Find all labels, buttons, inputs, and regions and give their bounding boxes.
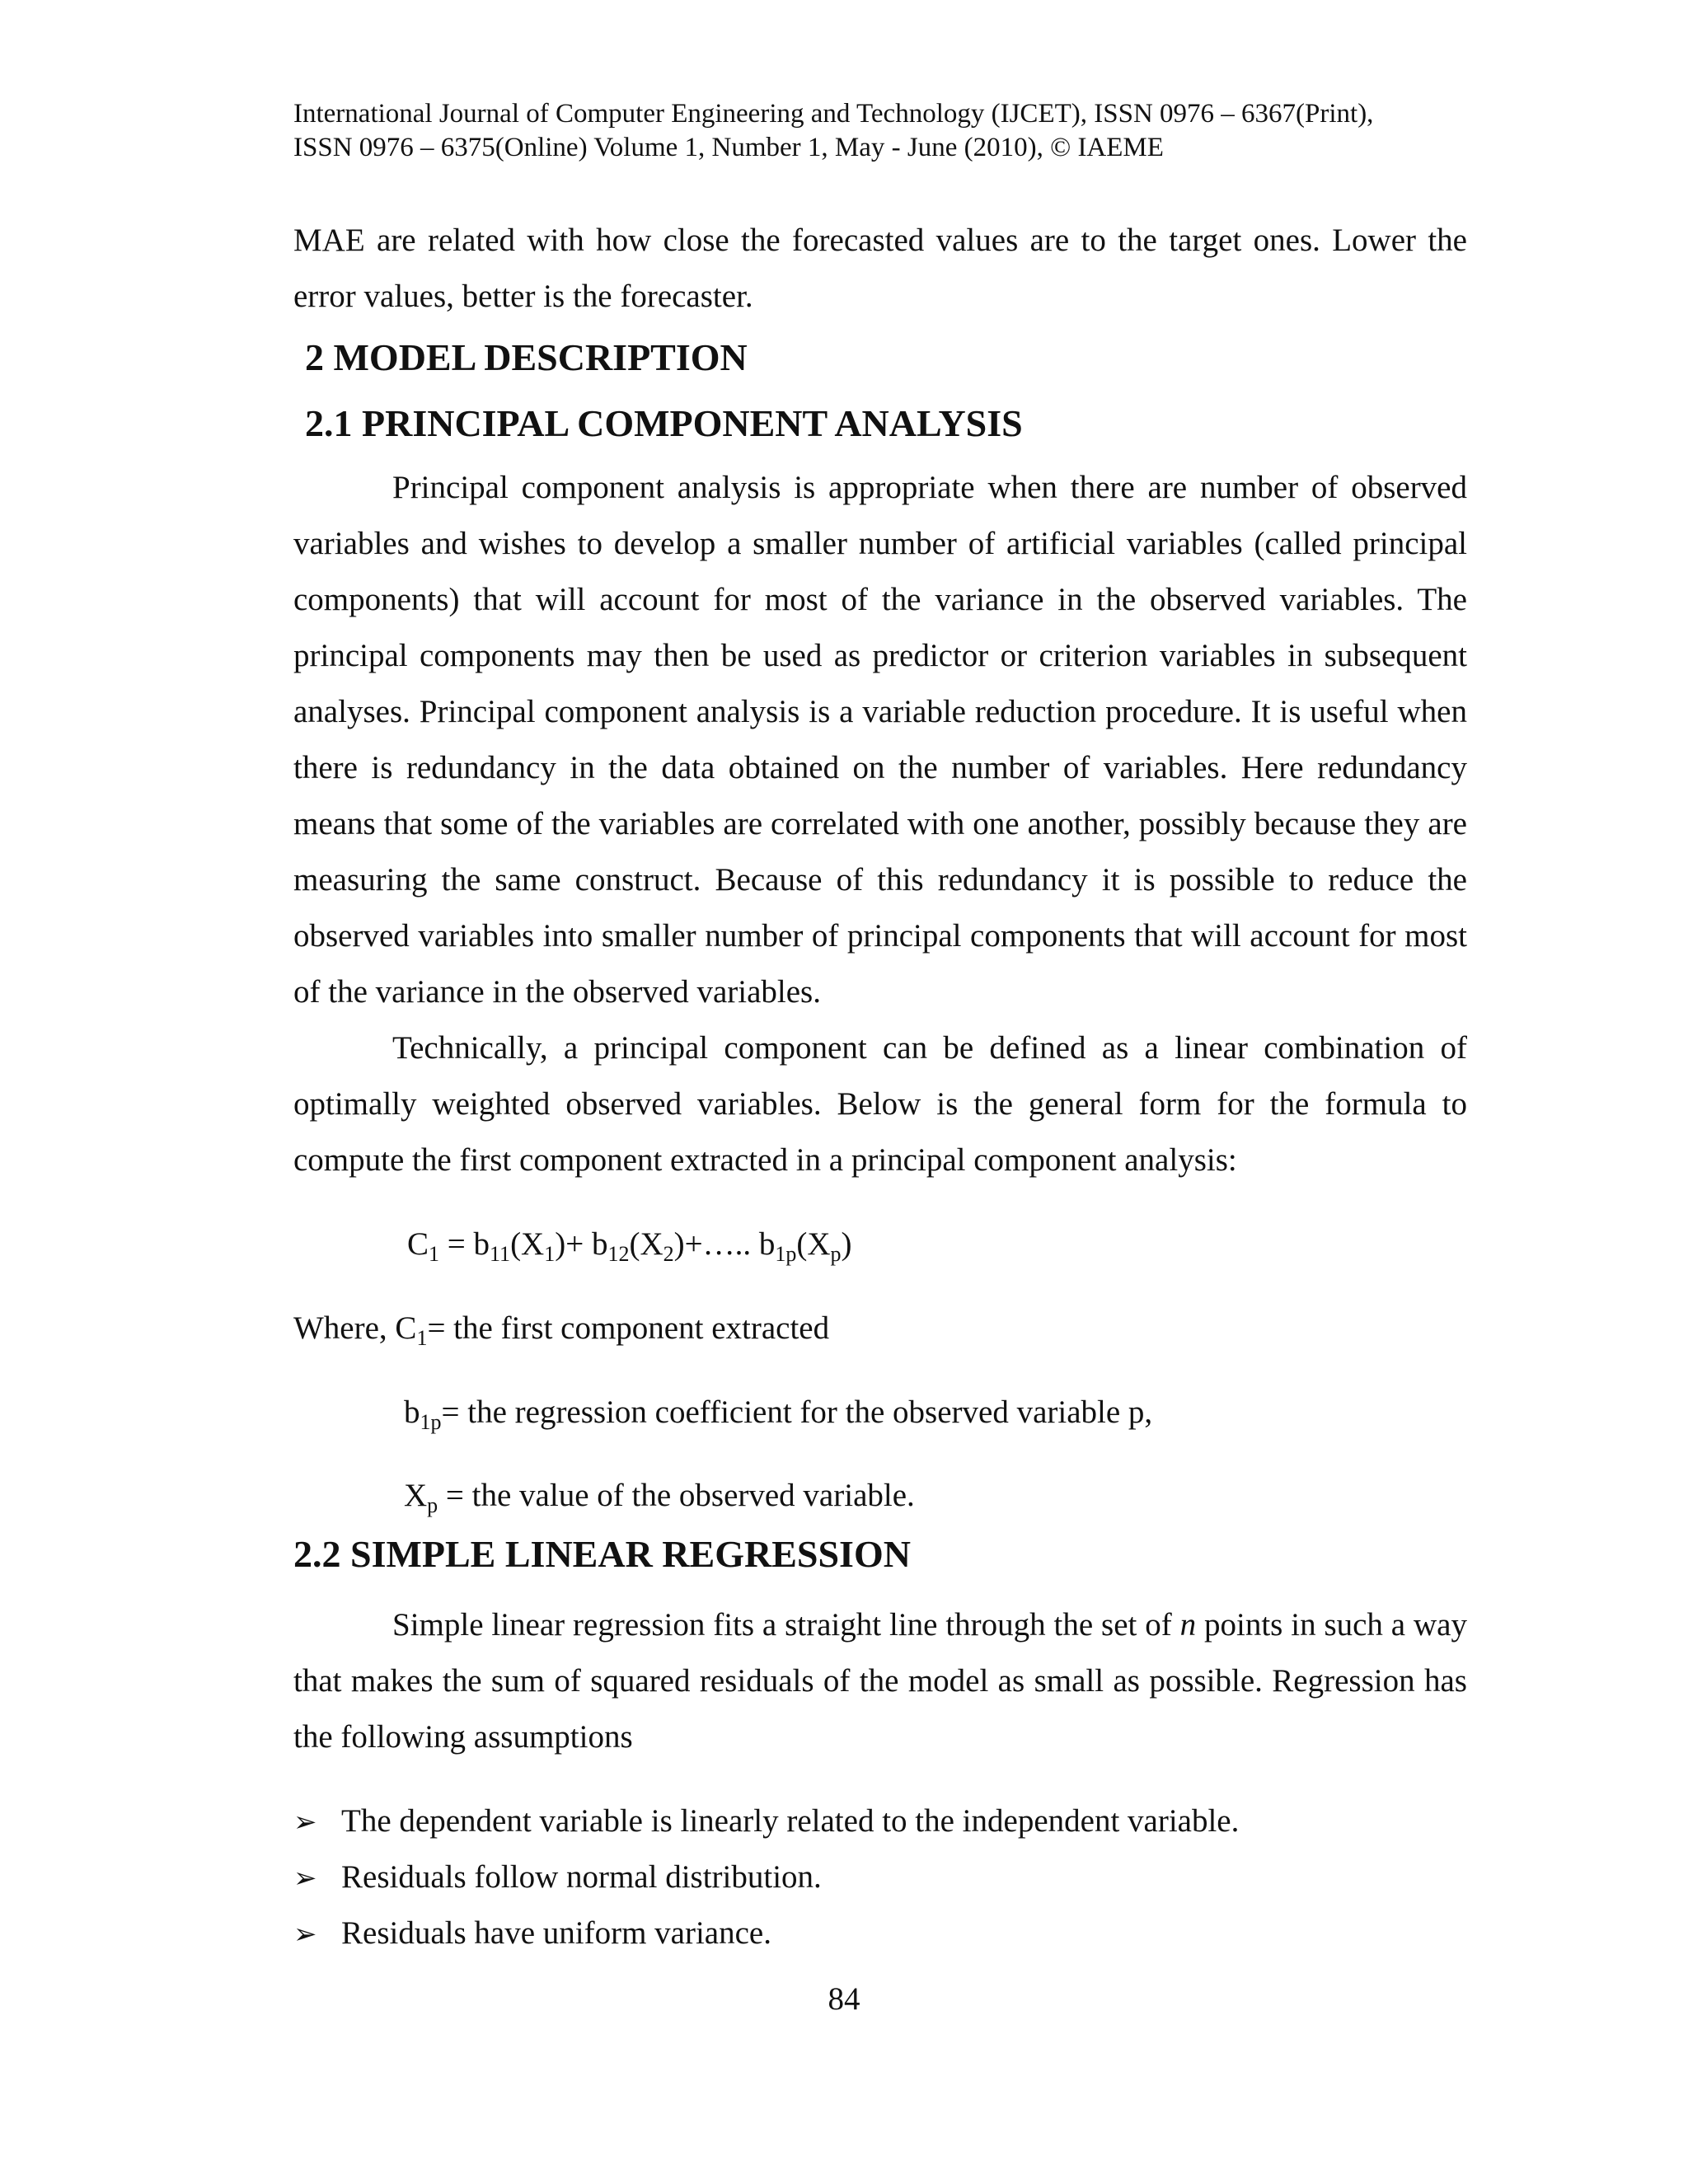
formula-c: C [407,1226,429,1262]
formula-x1-subscript: 1 [544,1242,556,1266]
formula-b12-subscript: 12 [607,1242,630,1266]
formula-equals-b: = b [439,1226,490,1262]
pca-formula [407,1225,852,1264]
formula-b1p-subscript: 1p [775,1242,797,1266]
where-x-letter: X [404,1478,428,1513]
where-b-letter: b [404,1394,420,1430]
formula-xp-subscript: p [830,1242,842,1266]
journal-header [293,97,1480,165]
regression-paragraph-end: points in such a way that makes the sum of squared residuals of the model as small as possible. Regression has the following assumptions [293,1607,1467,1755]
where-b1p-subscript: 1p [420,1410,442,1434]
formula-xp-open: (X [796,1226,831,1262]
subsection-heading-simple-linear-regression: 2.2 SIMPLE LINEAR REGRESSION [293,1533,911,1575]
assumption-text: Residuals have uniform variance. [341,1915,771,1951]
arrowhead-bullet-icon: ➢ [293,1806,317,1839]
pca-paragraph-2: Technically, a principal component can be defined as a linear combination of optimally weighted observed variables. Below is the general form for the formula to compute the first component extracted in a principal component analysis: [293,1030,1467,1178]
where-c1-subscript: 1 [416,1326,428,1350]
where-xp-subscript: p [427,1493,438,1517]
where-b1p-definition [404,1393,1152,1432]
regression-paragraph-n: n [1179,1607,1197,1643]
where-c1-text: = the first component extracted [427,1310,830,1346]
formula-x2-subscript: 2 [663,1242,674,1266]
formula-b11-subscript: 11 [490,1242,511,1266]
pca-paragraph-1: Principal component analysis is appropriate when there are number of observed variables and wishes to develop a smaller number of artificial variables (called principal components) that will account for most of the variance in the observed variables. The principal components may then be used as predictor or criterion variables in subsequent analyses. Principal component analysis is a variable reduction procedure. It is useful when there is redundancy in the data obtained on the number of variables. Here redundancy means that some of the variables are correlated with one another, possibly because they are measuring the same construct. Because of this redundancy it is possible to reduce the observed variables into smaller number of principal components that will account for most of the variance in the observed variables. [293,470,1467,1010]
where-xp-text: = the value of the observed variable. [438,1478,915,1513]
where-xp-definition [404,1476,915,1516]
assumption-text: The dependent variable is linearly related to the independent variable. [341,1803,1240,1839]
journal-header-line-2: ISSN 0976 – 6375(Online) Volume 1, Number 1, May - June (2010), © IAEME [293,133,1164,162]
intro-paragraph: MAE are related with how close the forecasted values are to the target ones. Lower the error values, better is the forecaster. [293,223,1467,314]
page-number: 84 [828,1981,860,2017]
where-prefix: Where, C [293,1310,417,1346]
assumption-list-item [293,1802,1239,1842]
subsection-heading-pca: 2.1 PRINCIPAL COMPONENT ANALYSIS [305,402,1023,444]
formula-c-subscript: 1 [429,1242,440,1266]
regression-paragraph [293,1597,1467,1765]
formula-x2-open: (X [629,1226,663,1262]
where-c1-definition [293,1309,829,1348]
arrowhead-bullet-icon: ➢ [293,1862,317,1895]
regression-paragraph-start: Simple linear regression fits a straight line through the set of [392,1607,1180,1643]
arrowhead-bullet-icon: ➢ [293,1918,317,1951]
formula-plus-b12: )+ b [555,1226,608,1262]
assumption-list-item [293,1858,822,1898]
journal-header-line-1: International Journal of Computer Engineering and Technology (IJCET), ISSN 0976 – 6367(Print), [293,99,1374,129]
formula-plus-b1p: )+….. b [673,1226,776,1262]
assumption-text: Residuals follow normal distribution. [341,1859,822,1895]
formula-x1-open: (X [510,1226,545,1262]
where-b1p-text: = the regression coefficient for the observed variable p, [441,1394,1153,1430]
assumption-list-item [293,1914,771,1954]
formula-close: ) [841,1226,852,1262]
section-heading-model-description: 2 MODEL DESCRIPTION [305,336,748,378]
